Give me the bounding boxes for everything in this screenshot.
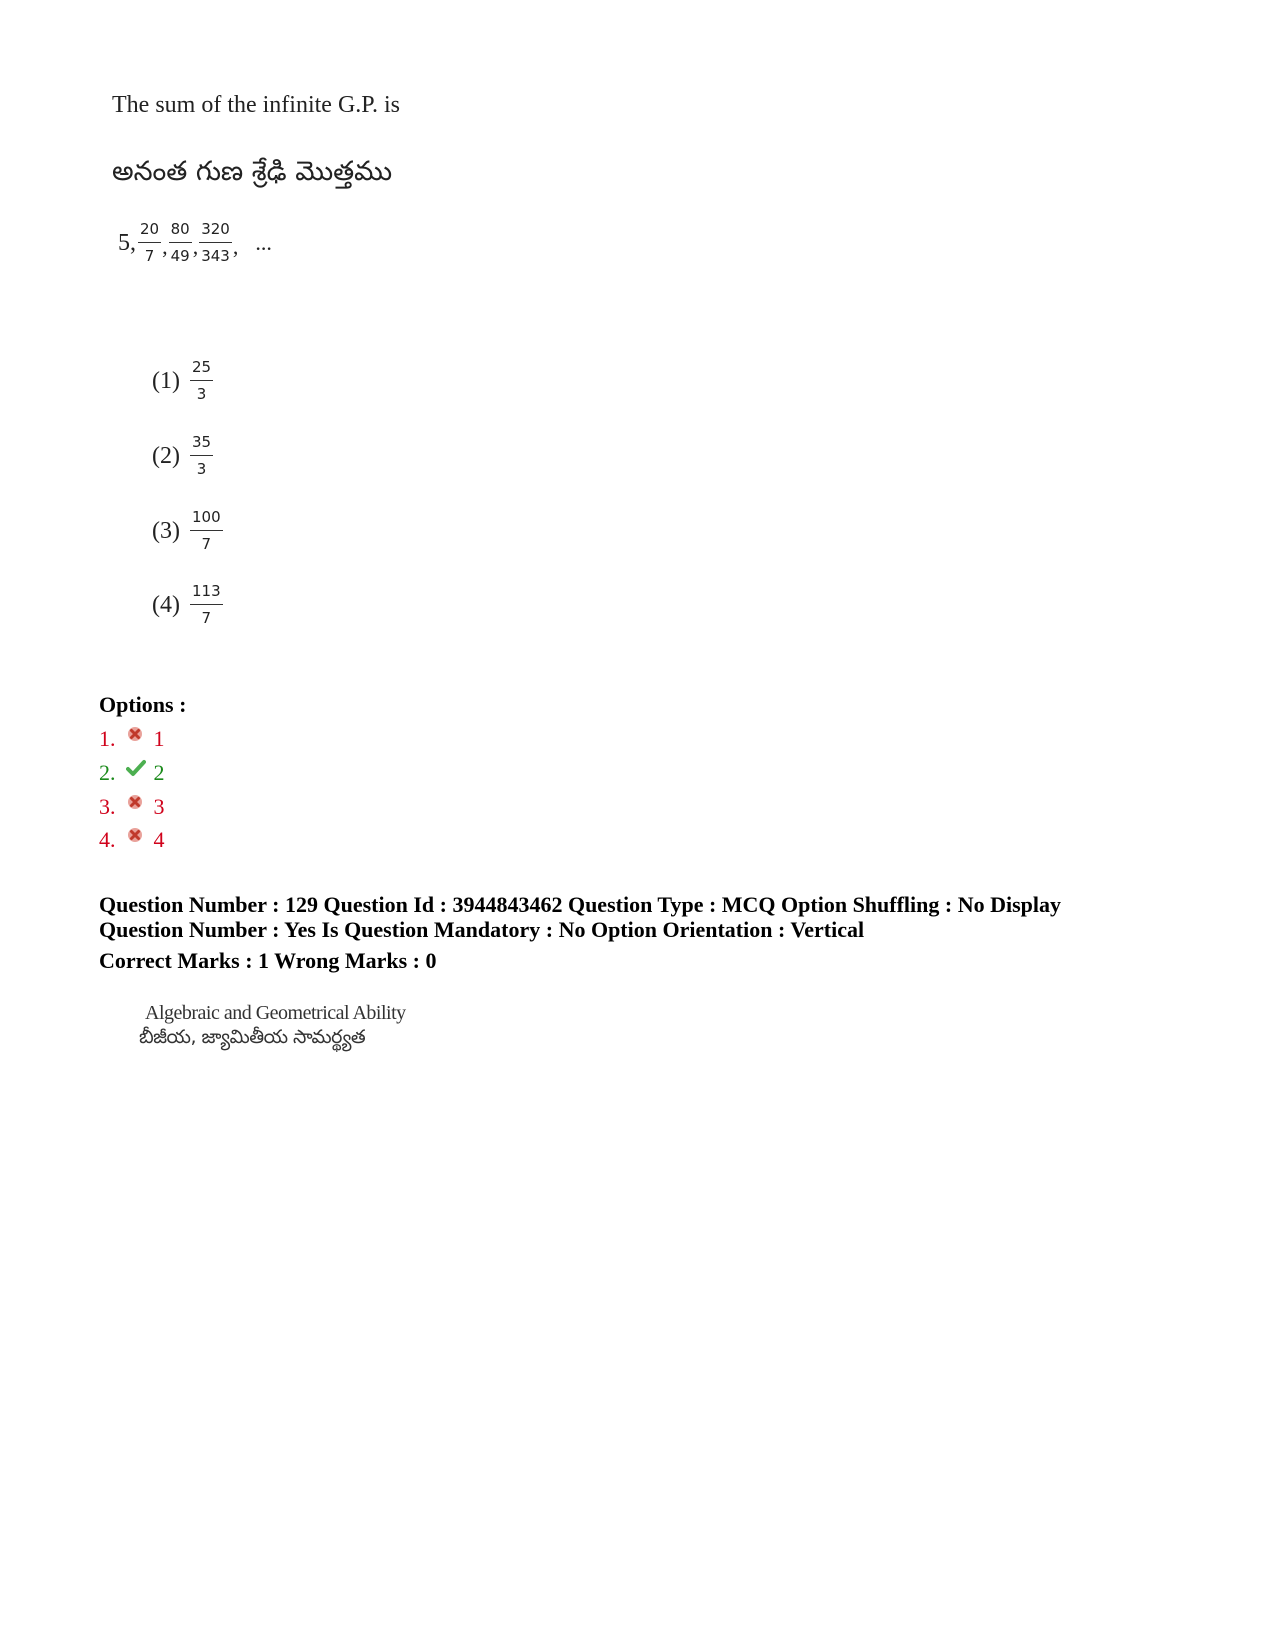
choice-4	[152, 584, 223, 626]
option-3-index: 3.	[99, 794, 116, 819]
series-term-4	[199, 222, 232, 264]
option-2	[99, 760, 165, 786]
series-term-3	[169, 222, 192, 264]
choice-2-label: (2)	[152, 442, 180, 469]
series-comma: ,	[232, 234, 239, 259]
subject-label-english: Algebraic and Geometrical Ability	[145, 1002, 406, 1024]
subject-label	[139, 1001, 406, 1049]
series-term-2-numerator: 20	[138, 222, 161, 243]
question-marks: Correct Marks : 1 Wrong Marks : 0	[99, 948, 437, 973]
choice-2-denominator: 3	[196, 460, 207, 478]
choice-1-label: (1)	[152, 367, 180, 394]
series-term-3-numerator: 80	[169, 222, 192, 243]
choice-1-numerator: 25	[190, 360, 213, 381]
series-comma: ,	[162, 234, 168, 259]
series-comma: ,	[192, 234, 199, 259]
question-text-telugu: అనంత గుణ శ్రేఢి మొత్తము	[112, 156, 393, 187]
option-4	[99, 827, 165, 853]
choice-4-fraction	[190, 584, 223, 626]
series-ellipsis: ...	[255, 230, 272, 255]
choice-2-fraction	[190, 435, 213, 477]
question-text-english: The sum of the infinite G.P. is	[112, 92, 400, 118]
option-1	[99, 726, 165, 752]
question-meta-line-1: Question Number : 129 Question Id : 3944843462 Question Type : MCQ Option Shuffling : No Display	[99, 892, 1062, 917]
choice-3-numerator: 100	[190, 510, 223, 531]
series-term-4-denominator: 343	[201, 247, 230, 265]
choice-1-denominator: 3	[196, 385, 207, 403]
options-heading: Options :	[99, 692, 187, 717]
option-2-value: 2	[153, 760, 165, 785]
choice-3	[152, 510, 223, 552]
choice-3-label: (3)	[152, 517, 180, 544]
cross-icon	[126, 791, 144, 809]
choice-1	[152, 360, 213, 402]
gp-series	[118, 222, 272, 264]
option-1-index: 1.	[99, 726, 116, 751]
choice-3-fraction	[190, 510, 223, 552]
option-3-value: 3	[153, 794, 165, 819]
series-term-2-denominator: 7	[144, 247, 155, 265]
choice-1-fraction	[190, 360, 213, 402]
series-first-term: 5,	[118, 229, 136, 256]
cross-icon	[126, 824, 144, 842]
choice-4-denominator: 7	[201, 609, 212, 627]
option-2-index: 2.	[99, 760, 116, 785]
choice-2	[152, 435, 213, 477]
choice-4-numerator: 113	[190, 584, 223, 605]
choice-3-denominator: 7	[201, 535, 212, 553]
check-icon	[126, 757, 144, 775]
subject-label-telugu: బీజీయ, జ్యామితీయ సామర్థ్యత	[139, 1026, 366, 1048]
option-1-value: 1	[153, 726, 165, 751]
option-4-value: 4	[153, 827, 165, 852]
choice-2-numerator: 35	[190, 435, 213, 456]
series-term-3-denominator: 49	[170, 247, 190, 265]
choice-4-label: (4)	[152, 591, 180, 618]
series-term-2	[138, 222, 161, 264]
series-term-4-numerator: 320	[199, 222, 232, 243]
question-meta-line-2: Question Number : Yes Is Question Mandatory : No Option Orientation : Vertical	[99, 917, 865, 942]
cross-icon	[126, 723, 144, 741]
option-3	[99, 794, 165, 820]
option-4-index: 4.	[99, 827, 116, 852]
